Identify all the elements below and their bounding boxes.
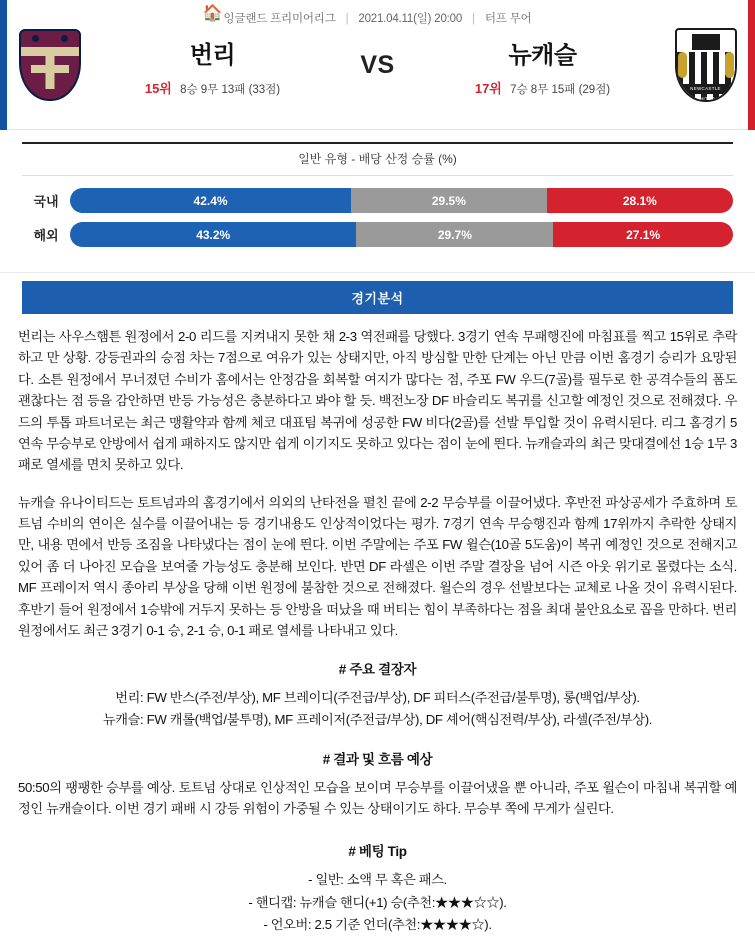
odds-segment-win: 42.4%: [70, 188, 351, 213]
odds-row-label: 국내: [33, 194, 59, 209]
match-meta: [0, 0, 755, 26]
betting-tip-general: - 일반: 소액 무 혹은 패스.: [308, 872, 447, 888]
key-absentees-heading: # 주요 결장자: [338, 662, 417, 678]
match-venue: 터프 무어: [484, 13, 532, 25]
match-datetime: 2021.04.11(일) 20:00: [358, 13, 463, 25]
forecast-text: 50:50의 팽팽한 승부를 예상. 토트넘 상대로 인상적인 모습을 보이며 무승부를 이끌어냈을 뿐 아니라, 주포 윌슨이 마침내 복귀할 예정인 뉴캐슬이다. 이번 경기 패배 시 강등 위험이 가중될 수 있는 상태이기도 하다. 무승부 쪽에 무게가 실린다.: [18, 779, 737, 816]
betting-tip-handicap: - 핸디캡: 뉴캐슬 핸디(+1) 승(추천:★★★☆☆).: [248, 894, 507, 910]
meta-separator-1: |: [345, 13, 349, 25]
odds-segment-lose: 27.1%: [553, 222, 733, 247]
home-team-record: 8승 9무 13패 (33점): [180, 84, 281, 96]
away-team-rank: 17위: [474, 81, 502, 96]
burnley-crest-icon: [19, 29, 81, 101]
accent-bar-right: [748, 0, 755, 130]
away-team-record: 7승 8무 15패 (29점): [510, 84, 611, 96]
betting-tip-heading: # 베팅 Tip: [348, 844, 407, 860]
away-team-block: [428, 33, 658, 97]
odds-title: 일반 유형 - 배당 산정 승률 (%): [22, 142, 733, 176]
analysis-banner: 경기분석: [22, 281, 733, 314]
analysis-paragraph-away: 뉴캐슬 유나이티드는 토트넘과의 홈경기에서 의외의 난타전을 펼친 끝에 2-2 무승부를 이끌어냈다. 후반전 파상공세가 주효하며 토트넘 수비의 연이은 실수를 이끌어내는 등 경기내용도 인상적이었다는 평가. 7경기 연속 무승행진과 함께 17위까지 추락한 상태지만, 내용 면에서 반등 조짐을 나타냈다는 점이 눈에 띈다. 이번 주말에는 주포 FW 윌슨(10골 5도움)이 복귀 예정인 것으로 전해지고 있어 좀 더 나아진 모습을 보여줄 가능성도 충분해 보인다. 반면 DF 라셀은 이번 주말 결장을 넘어 시즌 아웃 위기로 몰렸다는 소식. MF 프레이저 역시 종아리 부상을 당해 이번 원정에 불참한 것으로 전해졌다. 윌슨의 경우 선발보다는 교체로 나올 것이 유력시된다. 후반기 들어 원정에서 1승밖에 거두지 못하는 등 안방을 떠났을 때 버티는 힘이 부족하다는 점을 최대 불안요소로 꼽을 만하다. 번리 원정에서도 최근 3경기 0-1 승, 2-1 승, 0-1 패로 열세를 나타내고 있다.: [18, 494, 737, 638]
odds-segment-draw: 29.7%: [356, 222, 553, 247]
home-team-name: 번리: [189, 42, 236, 69]
vs-label: VS: [360, 50, 395, 79]
accent-bar-left: [0, 0, 7, 130]
meta-separator-2: |: [472, 13, 475, 25]
home-team-rank: 15위: [144, 81, 172, 96]
analysis-body: [0, 314, 755, 950]
away-team-stats: [428, 78, 658, 97]
home-team-stats: [98, 78, 328, 97]
odds-row-domestic: [22, 188, 733, 213]
odds-row-label: 해외: [33, 228, 59, 243]
odds-section: [0, 130, 755, 273]
key-absentees-away: 뉴캐슬: FW 캐롤(백업/불투명), MF 프레이저(주전급/부상), DF 셰어(핵심전력/부상), 라셀(주전/부상).: [102, 711, 653, 727]
odds-segment-lose: 28.1%: [547, 188, 733, 213]
analysis-paragraph-home: 번리는 사우스햄튼 원정에서 2-0 리드를 지켜내지 못한 채 2-3 역전패를 당했다. 3경기 연속 무패행진에 마침표를 찍고 15위로 추락하고 만 상황. 강등권과의 승점 차는 7점으로 여유가 있는 상태지만, 아직 방심할 만한 단계는 아닌 만큼 이번 홈경기 승리가 요망된다. 소튼 원정에서 무너졌던 수비가 홈에서는 안정감을 회복할 여지가 많다는 점, 주포 FW 우드(7골)를 필두로 한 공격수들의 폼도 괜찮다는 점 등을 감안하면 반등 가능성은 충분하다고 봐야 할 듯. 백전노장 DF 바슬리도 복귀를 신고할 예정인 것으로 전해졌다. 우드의 투톱 파트너로는 최근 맹활약과 함께 체코 대표팀 복귀에 성공한 FW 비다(2골)를 선발 투입할 것이 유력시된다. 리그 홈경기 5연속 무승부로 안방에서 쉽게 패하지도 않지만 쉽게 이기지도 못하고 있다는 점이 눈에 띈다. 뉴캐슬과의 최근 맞대결에선 1승 1무 3패로 열세를 면치 못하고 있다.: [18, 329, 737, 473]
forecast-heading: # 결과 및 흐름 예상: [322, 751, 433, 767]
away-crest-wrap: [658, 28, 754, 102]
odds-row-overseas: [22, 222, 733, 247]
newcastle-crest-icon: NEWCASTLE UNITED: [675, 28, 737, 102]
key-absentees-home: 번리: FW 반스(주전/부상), MF 브레이디(주전급/부상), DF 피터스(주전급/불투명), 롱(백업/부상).: [115, 690, 640, 706]
league-name: 잉글랜드 프리미어리그: [223, 13, 336, 25]
match-header: [0, 0, 755, 130]
odds-segment-draw: 29.5%: [351, 188, 547, 213]
away-team-name: 뉴캐슬: [508, 42, 577, 69]
home-icon: 🏠: [202, 5, 223, 22]
odds-bar: [70, 222, 733, 247]
betting-tip-underover: - 언오버: 2.5 기준 언더(추천:★★★★☆).: [263, 917, 492, 933]
odds-segment-win: 43.2%: [70, 222, 356, 247]
odds-bar: [70, 188, 733, 213]
home-crest-wrap: [2, 29, 98, 101]
